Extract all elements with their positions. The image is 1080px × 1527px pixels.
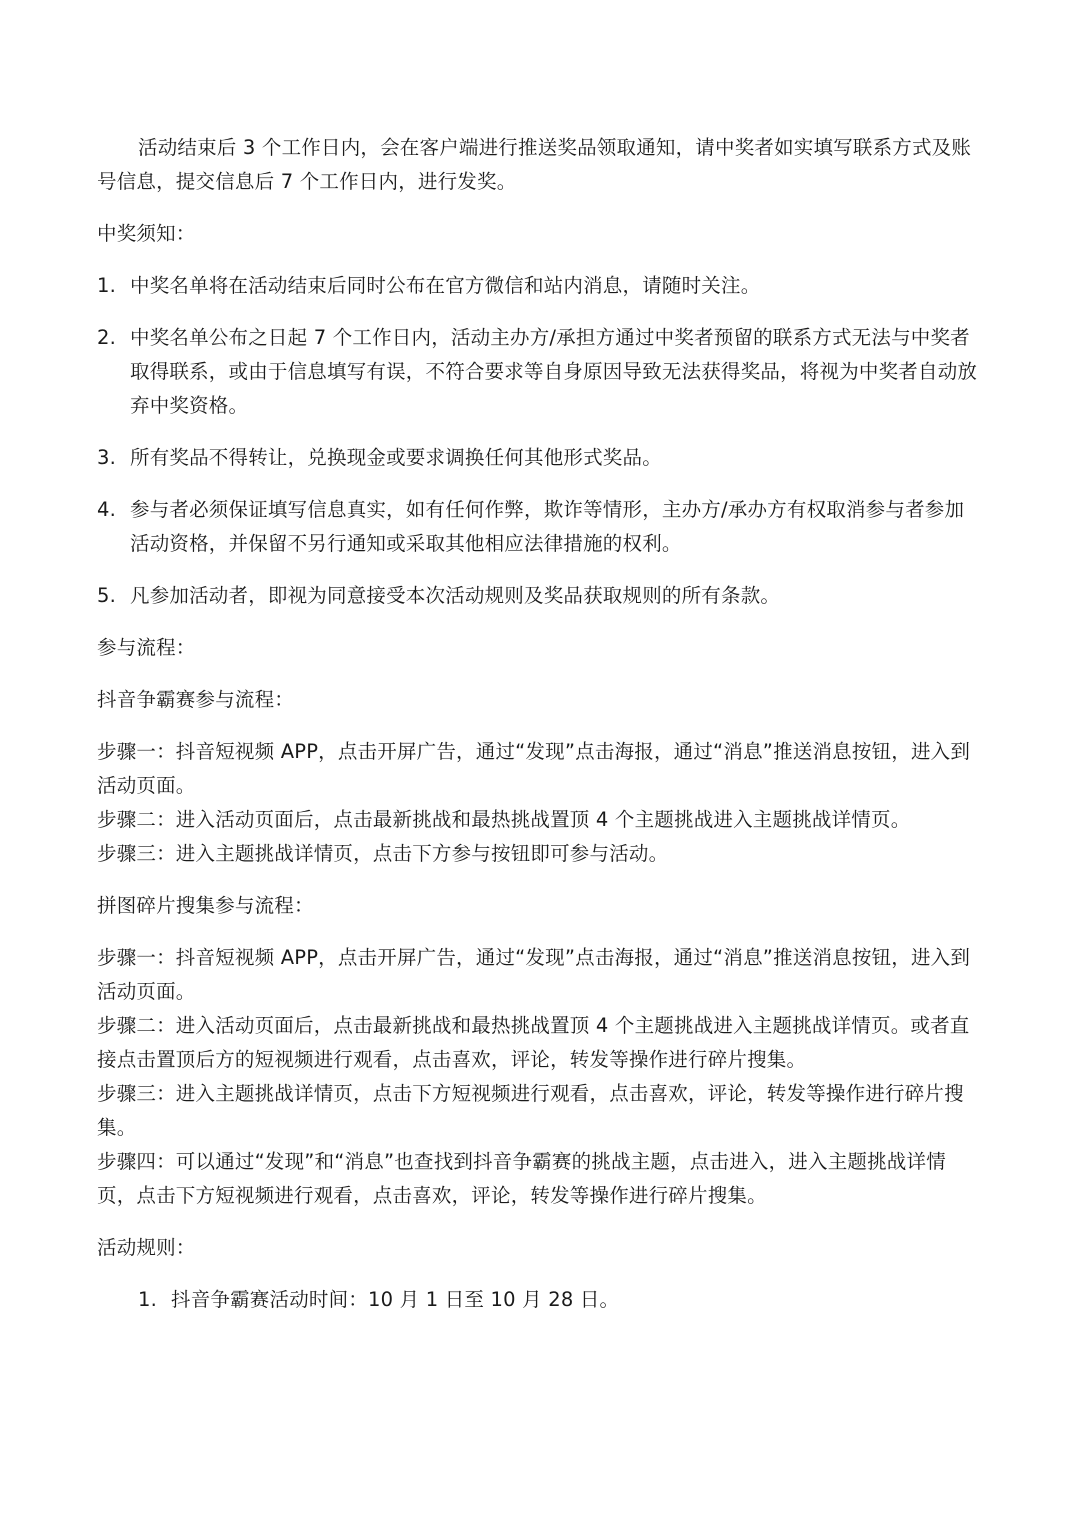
- douyin-step: 步骤三：进入主题挑战详情页，点击下方参与按钮即可参与活动。: [97, 842, 669, 865]
- puzzle-step: 步骤二：进入活动页面后，点击最新挑战和最热挑战置顶 4 个主题挑战进入主题挑战详情页。或者直接点击置顶后方的短视频进行观看，点击喜欢，评论，转发等操作进行碎片搜集。: [97, 1014, 970, 1071]
- process-heading: 参与流程：: [97, 636, 196, 659]
- douyin-step: 步骤二：进入活动页面后，点击最新挑战和最热挑战置顶 4 个主题挑战进入主题挑战详情页。: [97, 808, 911, 831]
- rules-list: [97, 1283, 982, 1317]
- douyin-step: 步骤一：抖音短视频 APP，点击开屏广告，通过“发现”点击海报，通过“消息”推送消息按钮，进入到活动页面。: [97, 740, 971, 797]
- notice-item-text: 所有奖品不得转让，兑换现金或要求调换任何其他形式奖品。: [130, 446, 662, 469]
- document-page: [97, 131, 982, 1317]
- list-number: 3.: [97, 446, 117, 469]
- list-number: 1.: [138, 1288, 158, 1311]
- notice-item-text: 凡参加活动者，即视为同意接受本次活动规则及奖品获取规则的所有条款。: [130, 584, 781, 607]
- notice-item: [97, 269, 982, 303]
- notice-item-text: 中奖名单将在活动结束后同时公布在官方微信和站内消息，请随时关注。: [130, 274, 761, 297]
- rules-item-text: 抖音争霸赛活动时间：10 月 1 日至 10 月 28 日。: [171, 1288, 620, 1311]
- puzzle-step: 步骤一：抖音短视频 APP，点击开屏广告，通过“发现”点击海报，通过“消息”推送消息按钮，进入到活动页面。: [97, 946, 971, 1003]
- puzzle-step: 步骤三：进入主题挑战详情页，点击下方短视频进行观看，点击喜欢，评论，转发等操作进行碎片搜集。: [97, 1082, 964, 1139]
- list-number: 1.: [97, 274, 117, 297]
- puzzle-step: 步骤四：可以通过“发现”和“消息”也查找到抖音争霸赛的挑战主题，点击进入，进入主题挑战详情页，点击下方短视频进行观看，点击喜欢，评论，转发等操作进行碎片搜集。: [97, 1150, 946, 1207]
- notice-item: [97, 441, 982, 475]
- notice-item: [97, 579, 982, 613]
- puzzle-process-heading: 拼图碎片搜集参与流程：: [97, 894, 314, 917]
- list-number: 2.: [97, 326, 117, 349]
- douyin-steps: [97, 735, 982, 871]
- rules-heading: 活动规则：: [97, 1236, 196, 1259]
- list-number: 4.: [97, 498, 117, 521]
- puzzle-steps: [97, 941, 982, 1213]
- notice-item: [97, 321, 982, 423]
- intro-paragraph: 活动结束后 3 个工作日内，会在客户端进行推送奖品领取通知，请中奖者如实填写联系方式及账号信息，提交信息后 7 个工作日内，进行发奖。: [97, 136, 972, 193]
- rules-item: [138, 1283, 982, 1317]
- douyin-process-heading: 抖音争霸赛参与流程：: [97, 688, 295, 711]
- list-number: 5.: [97, 584, 117, 607]
- notice-item: [97, 493, 982, 561]
- notice-list: [97, 269, 982, 613]
- notice-item-text: 参与者必须保证填写信息真实，如有任何作弊，欺诈等情形，主办方/承办方有权取消参与者参加活动资格，并保留不另行通知或采取其他相应法律措施的权利。: [130, 498, 965, 555]
- notice-heading: 中奖须知：: [97, 222, 196, 245]
- notice-item-text: 中奖名单公布之日起 7 个工作日内，活动主办方/承担方通过中奖者预留的联系方式无法与中奖者取得联系，或由于信息填写有误，不符合要求等自身原因导致无法获得奖品，将视为中奖者自动放弃中奖资格。: [130, 326, 978, 417]
